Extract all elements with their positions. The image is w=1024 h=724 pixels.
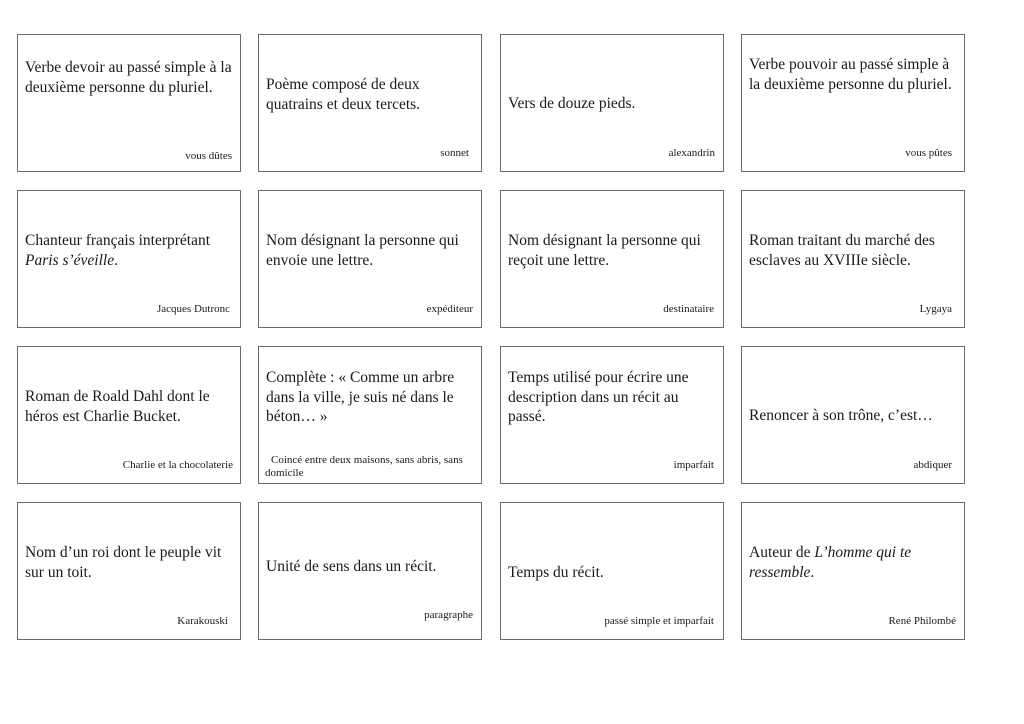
card-question: Complète : « Comme un arbre dans la ville, je suis né dans le béton… » [266,369,455,425]
card-7 [500,190,724,328]
card-question: Roman de Roald Dahl dont le héros est Charlie Bucket. [25,388,210,425]
card-1 [17,34,241,172]
card-answer: Charlie et la chocolaterie [122,459,233,471]
card-11 [500,346,724,484]
card-answer: paragraphe [424,609,473,621]
card-question: Roman traitant du marché des esclaves au XVIIIe siècle. [749,232,935,269]
card-answer: Lygaya [919,303,952,315]
card-4 [741,34,965,172]
card-answer: alexandrin [668,147,715,159]
card-12 [741,346,965,484]
card-question: Temps du récit. [508,564,604,581]
card-question: Verbe devoir au passé simple à la deuxième personne du pluriel. [25,59,232,96]
card-question: Verbe pouvoir au passé simple à la deuxième personne du pluriel. [749,56,952,93]
card-question [25,231,234,270]
card-answer: passé simple et imparfait [604,615,714,627]
song-title: Paris s’éveille [25,251,115,269]
card-answer: Jacques Dutronc [156,303,230,315]
card-answer: expéditeur [426,303,473,315]
card-answer: imparfait [673,459,714,471]
card-15 [500,502,724,640]
card-question: Vers de douze pieds. [508,95,636,112]
card-answer: Coincé entre deux maisons, sans abris, sans domicile [265,454,463,479]
question-prefix: Auteur de [749,544,811,561]
card-16 [741,502,965,640]
card-question [749,543,958,582]
card-2 [258,34,482,172]
question-prefix: Chanteur français interprétant [25,232,211,249]
card-answer: vous dûtes [185,150,232,162]
card-9 [17,346,241,484]
card-question: Renoncer à son trône, c’est… [749,407,933,424]
card-8 [741,190,965,328]
card-14 [258,502,482,640]
card-13 [17,502,241,640]
card-answer: sonnet [440,147,469,159]
card-question: Nom d’un roi dont le peuple vit sur un toit. [25,544,222,581]
card-answer: destinataire [663,303,714,315]
card-answer: Karakouski [177,615,228,627]
card-answer: abdiquer [913,459,952,471]
card-question: Poème composé de deux quatrains et deux tercets. [266,76,421,113]
card-question: Unité de sens dans un récit. [266,558,437,575]
book-title: L’homme qui te ressemble [749,544,912,581]
card-answer: René Philombé [888,615,956,627]
card-question: Nom désignant la personne qui reçoit une lettre. [508,232,701,269]
card-3 [500,34,724,172]
card-question: Nom désignant la personne qui envoie une lettre. [266,232,459,269]
question-suffix: . [114,251,118,269]
card-5 [17,190,241,328]
card-10 [258,346,482,484]
card-question: Temps utilisé pour écrire une description dans un récit au passé. [508,369,689,425]
card-6 [258,190,482,328]
card-answer: vous pûtes [905,147,952,159]
question-suffix: . [810,563,815,581]
